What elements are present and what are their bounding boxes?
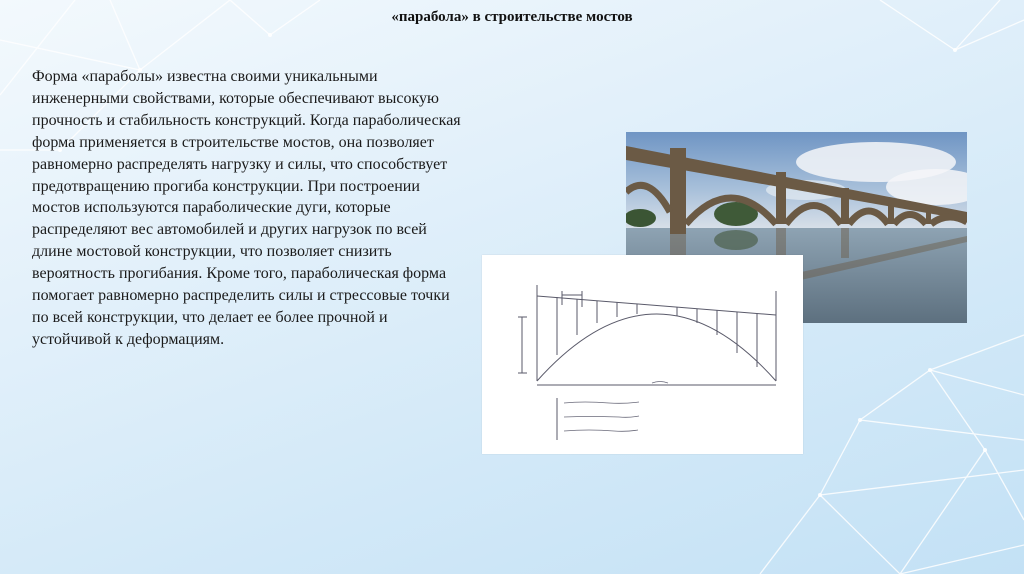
slide-title: «парабола» в строительстве мостов bbox=[391, 9, 633, 25]
body-paragraph: Форма «параболы» известна своими уникальными инженерными свойствами, которые обеспечивают высокую прочность и стабильность конструкций. Когда параболическая форма применяется в строительстве мостов, она позволяет равномерно распределять нагрузку и силы, что способствует предотвращению прогиба конструкции. При построении мостов используются параболические дуги, которые распределяют вес автомобилей и других нагрузок по всей длине мостовой конструкции, что позволяет снизить вероятность прогибания. Кроме того, параболическая форма помогает равномерно распределить силы и стрессовые точки по всей конструкции, что делает ее более прочной и устойчивой к деформациям. bbox=[32, 68, 461, 348]
parabolic-arch-sketch bbox=[482, 255, 803, 454]
